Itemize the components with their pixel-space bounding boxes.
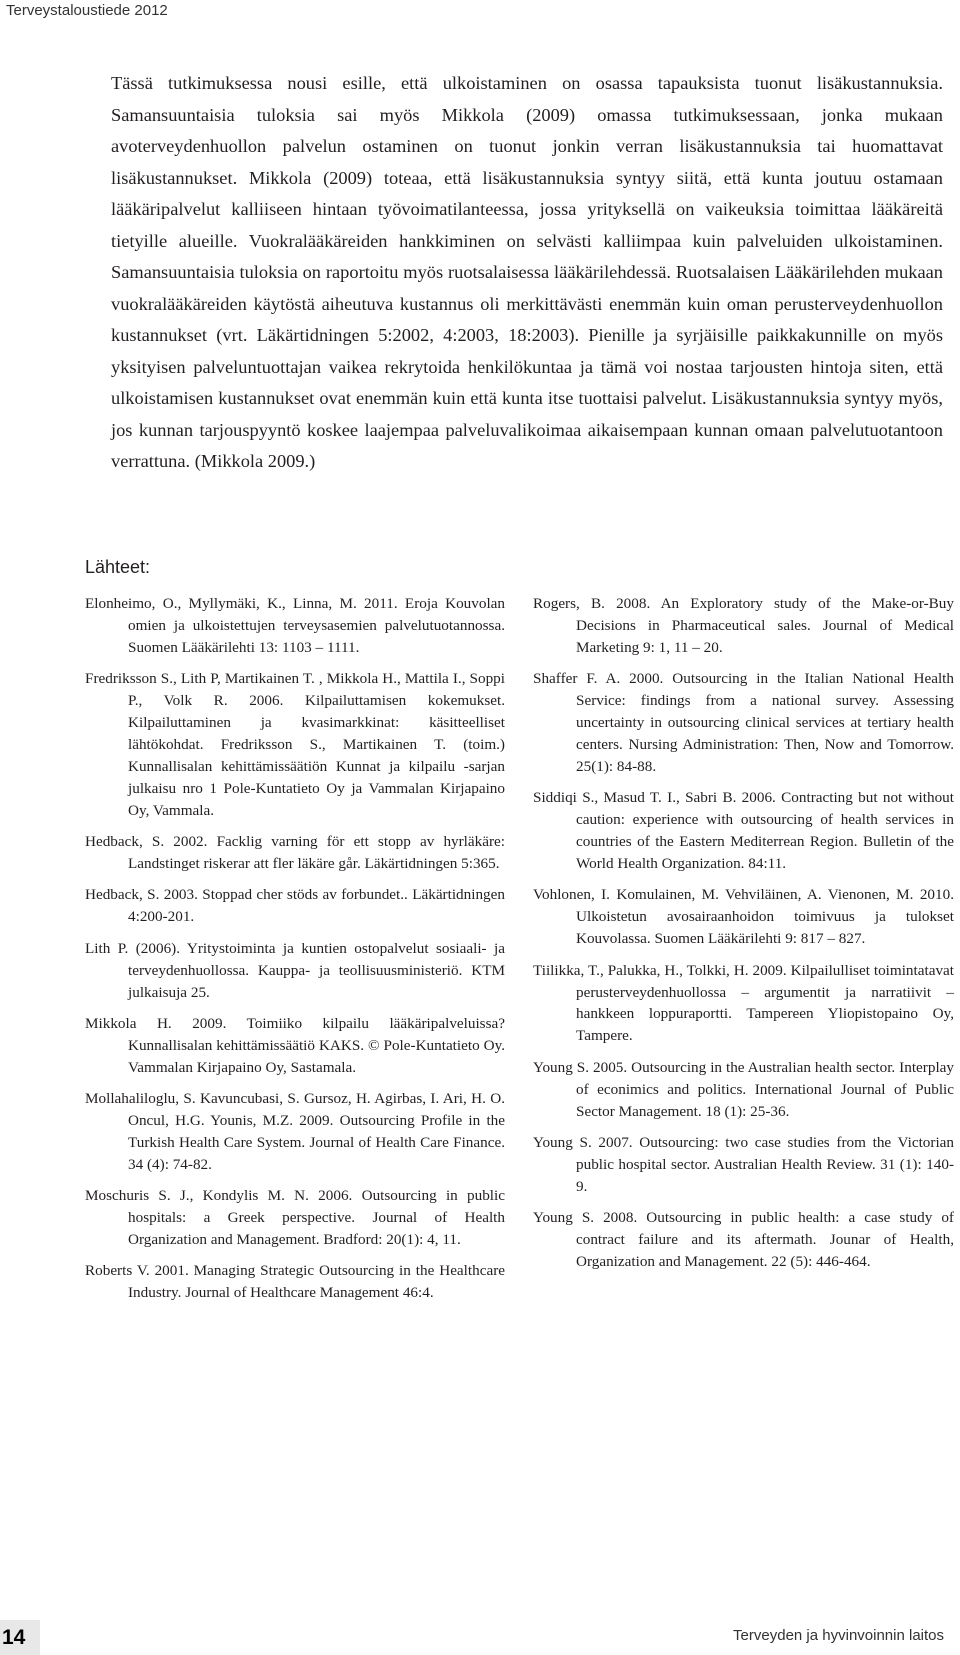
reference-item: Shaffer F. A. 2000. Outsourcing in the Italian National Health Service: findings from a national survey. Assessing uncertainty in outsourcing clinical services at tertiary health centers. Nursing Administration: Then, Now and Tomorrow. 25(1): 84-88. bbox=[533, 670, 954, 775]
reference-item: Young S. 2007. Outsourcing: two case studies from the Victorian public hospital sector. Australian Health Review. 31 (1): 140-9. bbox=[533, 1133, 954, 1195]
references-heading: Lähteet: bbox=[85, 557, 151, 577]
running-header: Terveystaloustiede 2012 bbox=[6, 2, 168, 19]
reference-item: Elonheimo, O., Myllymäki, K., Linna, M. 2011. Eroja Kouvolan omien ja ulkoistettujen terveysasemien palvelutuotannossa. Suomen Lääkärilehti 13: 1103 – 1111. bbox=[85, 595, 505, 656]
reference-item: Mikkola H. 2009. Toimiiko kilpailu lääkäripalveluissa? Kunnallisalan kehittämissäätiö KAKS. © Pole-Kuntatieto Oy. Vammalan Kirjapaino Oy, Sastamala. bbox=[85, 1014, 505, 1076]
footer-organization: Terveyden ja hyvinvoinnin laitos bbox=[733, 1627, 944, 1644]
reference-item: Young S. 2008. Outsourcing in public health: a case study of contract failure and its aftermath. Jounar of Health, Organization and Management. 22 (5): 446-464. bbox=[533, 1209, 954, 1270]
reference-item: Young S. 2005. Outsourcing in the Australian health sector. Interplay of econimics and politics. International Journal of Public Sector Management. 18 (1): 25-36. bbox=[533, 1058, 954, 1120]
body-paragraph: Tässä tutkimuksessa nousi esille, että ulkoistaminen on osassa tapauksista tuonut lisäkustannuksia. Samansuuntaisia tuloksia sai myös Mikkola (2009) omassa tutkimuksessaan, jonka mukaan avoterveydenhuollon palvelun ostaminen on tuonut jonkin verran lisäkustannuksia tai huomattavat lisäkustannukset. Mikkola (2009) toteaa, että lisäkustannuksia syntyy siitä, että kunta joutuu ostamaan lääkäripalvelut kalliiseen hintaan työvoimatilanteessa, jossa yrityksellä on vaikeuksia toimittaa lääkäreitä tietyille alueille. Vuokralääkäreiden hankkiminen on selvästi kalliimpaa kuin palveluiden ulkoistaminen. Samansuuntaisia tuloksia on raportoitu myös ruotsalaisessa lääkärilehdessä. Ruotsalaisen Lääkärilehden mukaan vuokralääkäreiden käytöstä aiheutuva kustannus oli merkittävästi enemmän kuin oman perusterveydenhuollon kustannukset (vrt. Läkärtidningen 5:2002, 4:2003, 18:2003). Pienille ja syrjäisille paikkakunnille on myös yksityisen palveluntuottajan vaikea rekrytoida henkilökuntaa ja tämä voi nostaa tarjousten hintoja siten, että ulkoistamisen kustannukset ovat enemmän kuin että kunta itse tuottaisi palvelut. Lisäkustannuksia syntyy myös, jos kunnan tarjouspyyntö koskee laajempaa palveluvalikoimaa aikaisempaan kunnan omaan palvelutuotantoon verrattuna. (Mikkola 2009.) bbox=[111, 73, 943, 471]
references-right-column bbox=[533, 593, 954, 1282]
reference-item: Siddiqi S., Masud T. I., Sabri B. 2006. Contracting but not without caution: experience with outsourcing of health services in countries of the Eastern Mediterrean Region. Bulletin of the World Health Organization. 84:11. bbox=[533, 789, 954, 872]
reference-item: Moschuris S. J., Kondylis M. N. 2006. Outsourcing in public hospitals: a Greek perspective. Journal of Health Organization and Management. Bradford: 20(1): 4, 11. bbox=[85, 1187, 505, 1249]
reference-item: Roberts V. 2001. Managing Strategic Outsourcing in the Healthcare Industry. Journal of Healthcare Management 46:4. bbox=[85, 1262, 505, 1302]
reference-item: Tiilikka, T., Palukka, H., Tolkki, H. 2009. Kilpailulliset toimintatavat perusterveydenhuollossa – argumentit ja narratiivit – hankkeen loppuraportti. Tampereen Yliopistopaino Oy, Tampere. bbox=[533, 961, 954, 1045]
references-left-column bbox=[85, 593, 505, 1314]
page-number: 14 bbox=[0, 1620, 40, 1655]
reference-item: Vohlonen, I. Komulainen, M. Vehviläinen, A. Vienonen, M. 2010. Ulkoistetun avosairaanhoidon toimivuus ja tulokset Kouvolassa. Suomen Lääkärilehti 9: 817 – 827. bbox=[533, 886, 954, 948]
reference-item: Hedback, S. 2003. Stoppad cher stöds av forbundet.. Läkärtidningen 4:200-201. bbox=[85, 886, 505, 926]
reference-item: Lith P. (2006). Yritystoiminta ja kuntien ostopalvelut sosiaali- ja terveydenhuollossa. Kauppa- ja teollisuusministeriö. KTM julkaisuja 25. bbox=[85, 939, 505, 1001]
reference-item: Fredriksson S., Lith P, Martikainen T. , Mikkola H., Mattila I., Soppi P., Volk R. 2006. Kilpailuttamisen kokemukset. Kilpailuttaminen ja kvasimarkkinat: käsitteelliset lähtökohdat. Fredriksson S., Martikainen T. (toim.) Kunnallisalan kehittämissäätiön Kunnat ja kilpailu -sarjan julkaisu nro 1 Pole-Kuntatieto Oy ja Vammalan Kirjapaino Oy, Vammala. bbox=[85, 670, 505, 819]
reference-item: Rogers, B. 2008. An Exploratory study of the Make-or-Buy Decisions in Pharmaceutical sales. Journal of Medical Marketing 9: 1, 11 – 20. bbox=[533, 595, 954, 656]
reference-item: Mollahaliloglu, S. Kavuncubasi, S. Gursoz, H. Agirbas, I. Ari, H. O. Oncul, H.G. Younis, M.Z. 2009. Outsourcing Profile in the Turkish Health Care System. Journal of Health Care Finance. 34 (4): 74-82. bbox=[85, 1090, 505, 1173]
reference-item: Hedback, S. 2002. Facklig varning för ett stopp av hyrläkäre: Landstinget riskerar att fler läkäre går. Läkärtidningen 5:365. bbox=[85, 833, 505, 872]
